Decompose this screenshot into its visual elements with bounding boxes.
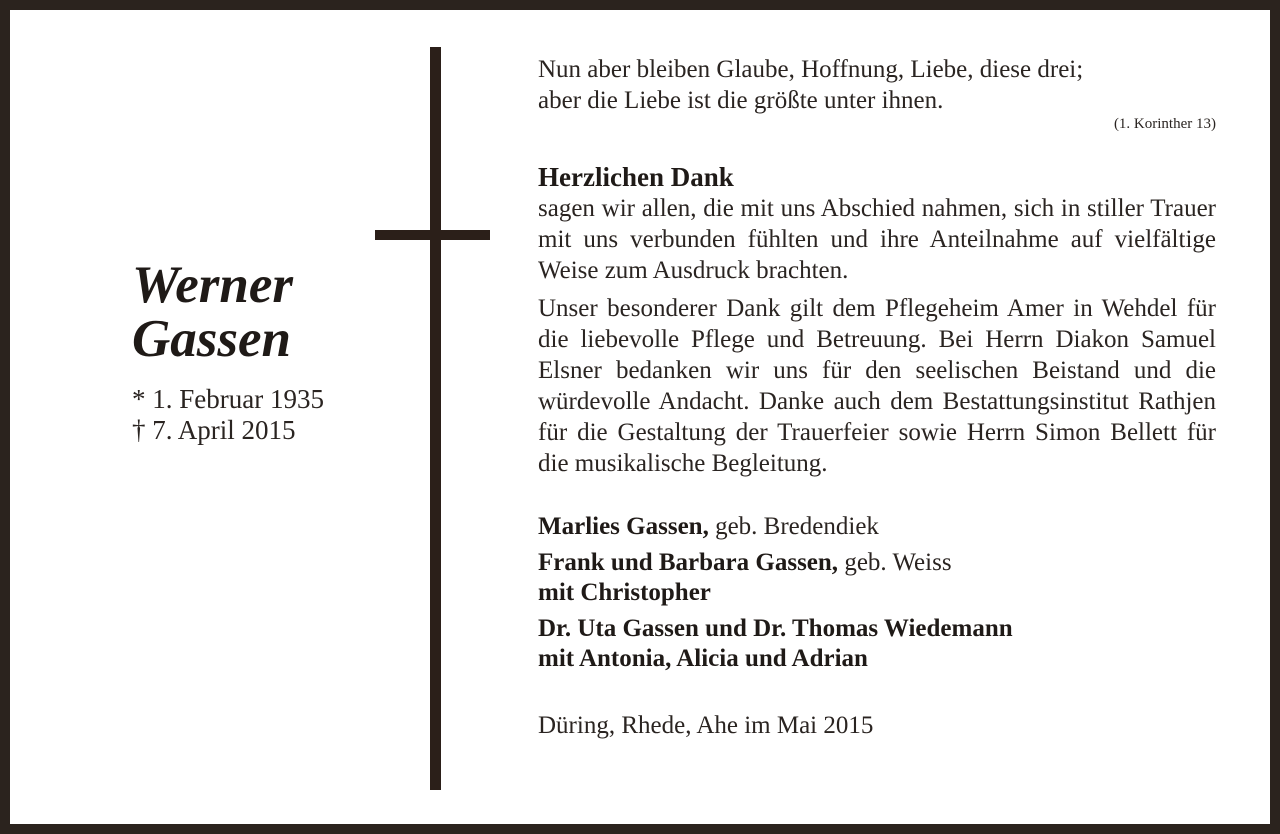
death-date: † 7. April 2015 — [132, 415, 296, 445]
text-column — [538, 54, 1216, 741]
deceased-last-name: Gassen — [132, 310, 292, 368]
family-member-child: mit Christopher — [538, 579, 711, 606]
family-signatures — [538, 512, 1216, 674]
thanks-heading: Herzlichen Dank — [538, 162, 734, 192]
family-member-children: mit Antonia, Alicia und Adrian — [538, 645, 868, 672]
verse-line-2: aber die Liebe ist die größte unter ihnen. — [538, 87, 944, 114]
life-dates — [132, 384, 372, 446]
place-and-date: Düring, Rhede, Ahe im Mai 2015 — [538, 712, 874, 739]
deceased-first-name: Werner — [132, 256, 293, 314]
obituary-notice — [10, 10, 1270, 824]
cross-vertical-bar — [430, 47, 441, 790]
deceased-block — [132, 258, 372, 446]
family-member-name: Frank und Barbara Gassen, — [538, 549, 839, 576]
family-group-2 — [538, 548, 1216, 608]
thanks-paragraph-2: Unser besonderer Dank gilt dem Pflegeheim Amer in Wehdel für die liebevolle Pflege und Betreuung. Bei Herrn Diakon Samuel Elsner bedanken wir uns für den seelischen Beistand und die würdevolle Andacht. Danke auch dem Bestattungsinstitut Rathjen für die Gestaltung der Trauerfeier sowie Herrn Simon Bellett für die musikalische Begleitung. — [538, 295, 1216, 477]
thanks-paragraph-1: sagen wir allen, die mit uns Abschied nahmen, sich in stiller Trauer mit uns verbunden fühlten und ihre Anteilnahme auf vielfältige Weise zum Ausdruck brachten. — [538, 195, 1216, 284]
maiden-name: geb. Bredendiek — [708, 513, 879, 540]
family-group-1 — [538, 512, 1216, 542]
bible-verse — [538, 54, 1216, 116]
birth-date: * 1. Februar 1935 — [132, 384, 324, 414]
family-member-name: Dr. Uta Gassen und Dr. Thomas Wiedemann — [538, 615, 1013, 642]
verse-reference: (1. Korinther 13) — [1113, 116, 1216, 132]
maiden-name: geb. Weiss — [838, 549, 952, 576]
family-member-name: Marlies Gassen, — [538, 513, 709, 540]
verse-line-1: Nun aber bleiben Glaube, Hoffnung, Liebe, diese drei; — [538, 56, 1084, 83]
cross-horizontal-bar — [375, 230, 490, 240]
family-group-3 — [538, 614, 1216, 674]
